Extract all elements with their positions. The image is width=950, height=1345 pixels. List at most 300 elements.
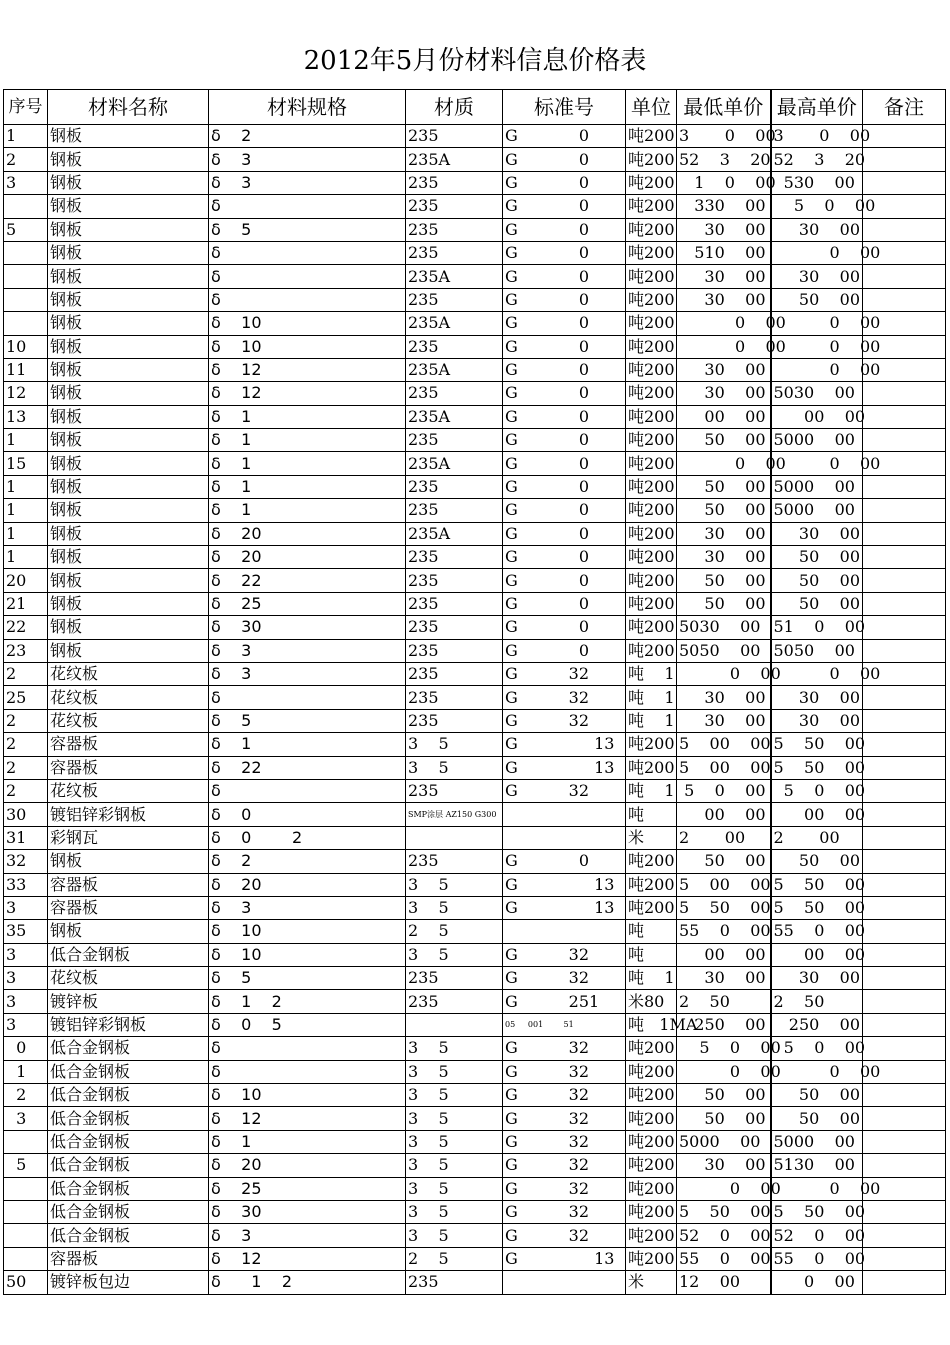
cell-unit: 吨200 xyxy=(626,1154,677,1177)
cell-note xyxy=(863,990,946,1013)
table-row xyxy=(4,522,946,545)
column-header-spec: 材料规格 xyxy=(209,90,406,125)
cell-name: 花纹板 xyxy=(48,779,209,802)
cell-max-price: 5050 00 xyxy=(771,639,863,662)
cell-max-price: 0 00 xyxy=(771,241,863,264)
cell-name: 低合金钢板 xyxy=(48,1084,209,1107)
cell-min-price: 30 00 xyxy=(677,546,771,569)
cell-seq: 30 xyxy=(4,803,48,826)
cell-spec: δ 5 xyxy=(209,709,406,732)
cell-min-price: 30 00 xyxy=(677,967,771,990)
cell-spec: δ 0 xyxy=(209,803,406,826)
cell-seq: 20 xyxy=(4,569,48,592)
cell-name: 钢板 xyxy=(48,616,209,639)
cell-unit: 吨200 xyxy=(626,475,677,498)
cell-max-price: 50 00 xyxy=(771,288,863,311)
cell-standard: G 0 xyxy=(503,429,626,452)
cell-min-price: 30 00 xyxy=(677,218,771,241)
cell-spec: δ 20 xyxy=(209,873,406,896)
table-row xyxy=(4,475,946,498)
cell-min-price: 0 00 xyxy=(677,312,771,335)
cell-min-price: 30 00 xyxy=(677,686,771,709)
cell-standard: G 0 xyxy=(503,382,626,405)
column-header-unit: 单位 xyxy=(626,90,677,125)
table-row xyxy=(4,1060,946,1083)
cell-seq xyxy=(4,1247,48,1270)
cell-unit: 吨 xyxy=(626,803,677,826)
cell-seq xyxy=(4,265,48,288)
cell-spec: δ xyxy=(209,195,406,218)
cell-min-price: 5000 00 xyxy=(677,1130,771,1153)
cell-standard: G 32 xyxy=(503,943,626,966)
cell-max-price: 0 00 xyxy=(771,358,863,381)
cell-max-price: 0 00 xyxy=(771,1177,863,1200)
table-row xyxy=(4,1107,946,1130)
cell-standard: G 13 xyxy=(503,733,626,756)
cell-note xyxy=(863,616,946,639)
cell-name: 低合金钢板 xyxy=(48,1037,209,1060)
cell-standard: G 32 xyxy=(503,709,626,732)
cell-unit: 吨200 xyxy=(626,1247,677,1270)
cell-seq xyxy=(4,288,48,311)
cell-seq: 3 xyxy=(4,967,48,990)
cell-seq: 2 xyxy=(4,733,48,756)
cell-standard: G 0 xyxy=(503,241,626,264)
cell-material: 235A xyxy=(406,358,503,381)
cell-seq xyxy=(4,241,48,264)
cell-min-price: 510 00 xyxy=(677,241,771,264)
cell-max-price: 5030 00 xyxy=(771,382,863,405)
cell-name: 容器板 xyxy=(48,873,209,896)
cell-max-price: 5 50 00 xyxy=(771,896,863,919)
cell-unit: 吨200 xyxy=(626,1224,677,1247)
cell-seq: 3 xyxy=(4,1013,48,1036)
cell-max-price: 5 50 00 xyxy=(771,1200,863,1223)
cell-material: 235A xyxy=(406,452,503,475)
table-row xyxy=(4,1084,946,1107)
table-row xyxy=(4,195,946,218)
cell-min-price: 50 00 xyxy=(677,569,771,592)
cell-name: 花纹板 xyxy=(48,709,209,732)
cell-seq: 13 xyxy=(4,405,48,428)
cell-seq xyxy=(4,1200,48,1223)
cell-unit: 吨200 xyxy=(626,1084,677,1107)
cell-max-price: 5 0 00 xyxy=(771,195,863,218)
cell-note xyxy=(863,1200,946,1223)
table-row xyxy=(4,335,946,358)
table-body xyxy=(4,125,946,1295)
cell-seq: 1 xyxy=(4,429,48,452)
cell-seq: 2 xyxy=(4,779,48,802)
cell-standard: G 32 xyxy=(503,1154,626,1177)
cell-material: 235 xyxy=(406,569,503,592)
cell-unit: 吨 xyxy=(626,920,677,943)
cell-max-price: 5000 00 xyxy=(771,1130,863,1153)
cell-seq: 3 xyxy=(4,896,48,919)
cell-seq: 3 xyxy=(4,943,48,966)
cell-max-price: 2 50 xyxy=(771,990,863,1013)
cell-unit: 吨200 xyxy=(626,499,677,522)
cell-material: 235A xyxy=(406,148,503,171)
cell-unit: 吨200 xyxy=(626,218,677,241)
table-row xyxy=(4,429,946,452)
cell-max-price: 30 00 xyxy=(771,967,863,990)
cell-name: 钢板 xyxy=(48,499,209,522)
cell-seq: 10 xyxy=(4,335,48,358)
cell-note xyxy=(863,475,946,498)
cell-seq: 3 xyxy=(4,171,48,194)
cell-seq: 11 xyxy=(4,358,48,381)
table-row xyxy=(4,288,946,311)
table-row xyxy=(4,920,946,943)
cell-spec: δ 2 xyxy=(209,125,406,148)
cell-unit: 吨200 xyxy=(626,335,677,358)
cell-max-price: 50 00 xyxy=(771,592,863,615)
cell-spec: δ 10 xyxy=(209,920,406,943)
cell-note xyxy=(863,967,946,990)
cell-name: 容器板 xyxy=(48,1247,209,1270)
price-table xyxy=(3,89,946,1295)
cell-min-price: 30 00 xyxy=(677,522,771,545)
cell-min-price: 00 00 xyxy=(677,943,771,966)
cell-note xyxy=(863,1247,946,1270)
cell-material: 3 5 xyxy=(406,896,503,919)
cell-spec: δ 1 xyxy=(209,429,406,452)
cell-note xyxy=(863,850,946,873)
cell-note xyxy=(863,1154,946,1177)
cell-unit: 吨200 xyxy=(626,429,677,452)
table-row xyxy=(4,171,946,194)
cell-seq: 35 xyxy=(4,920,48,943)
cell-min-price: 1 0 00 xyxy=(677,171,771,194)
cell-spec: δ xyxy=(209,779,406,802)
cell-max-price: 5000 00 xyxy=(771,475,863,498)
cell-material: 3 5 xyxy=(406,733,503,756)
cell-standard: G 32 xyxy=(503,779,626,802)
cell-note xyxy=(863,709,946,732)
cell-spec: δ 3 xyxy=(209,171,406,194)
cell-min-price: 50 00 xyxy=(677,1107,771,1130)
cell-name: 钢板 xyxy=(48,592,209,615)
cell-unit: 吨 xyxy=(626,943,677,966)
cell-min-price: 0 00 xyxy=(677,452,771,475)
cell-note xyxy=(863,592,946,615)
cell-unit: 吨200 xyxy=(626,125,677,148)
cell-material: 235 xyxy=(406,429,503,452)
table-row xyxy=(4,1177,946,1200)
cell-standard: G 0 xyxy=(503,569,626,592)
cell-min-price: 5 0 00 xyxy=(677,779,771,802)
cell-material: 2 5 xyxy=(406,1247,503,1270)
cell-unit: 吨200 xyxy=(626,405,677,428)
cell-seq: 33 xyxy=(4,873,48,896)
cell-standard: G 32 xyxy=(503,1130,626,1153)
cell-spec: δ 1 2 xyxy=(209,990,406,1013)
cell-material: 235 xyxy=(406,195,503,218)
table-row xyxy=(4,1247,946,1270)
cell-standard: G 0 xyxy=(503,265,626,288)
cell-material: 3 5 xyxy=(406,943,503,966)
table-row xyxy=(4,241,946,264)
cell-min-price: 00 00 xyxy=(677,405,771,428)
cell-max-price: 530 00 xyxy=(771,171,863,194)
cell-spec: δ 20 xyxy=(209,546,406,569)
cell-seq: 1 xyxy=(4,522,48,545)
cell-min-price: 0 00 xyxy=(677,1177,771,1200)
table-row xyxy=(4,569,946,592)
cell-spec: δ 20 xyxy=(209,522,406,545)
cell-min-price: 12 00 xyxy=(677,1271,771,1294)
cell-name: 钢板 xyxy=(48,171,209,194)
cell-material: 3 5 xyxy=(406,1107,503,1130)
cell-unit: 吨200 xyxy=(626,639,677,662)
cell-max-price: 5 0 00 xyxy=(771,1037,863,1060)
cell-name: 钢板 xyxy=(48,218,209,241)
cell-min-price: 5 00 00 xyxy=(677,733,771,756)
cell-material: 235A xyxy=(406,312,503,335)
cell-note xyxy=(863,522,946,545)
cell-note xyxy=(863,803,946,826)
cell-seq: 21 xyxy=(4,592,48,615)
cell-seq: 2 xyxy=(4,709,48,732)
cell-spec: δ 22 xyxy=(209,756,406,779)
cell-unit: 吨200 xyxy=(626,288,677,311)
cell-spec: δ 12 xyxy=(209,382,406,405)
cell-max-price: 5 0 00 xyxy=(771,779,863,802)
cell-note xyxy=(863,920,946,943)
cell-max-price: 50 00 xyxy=(771,850,863,873)
cell-name: 钢板 xyxy=(48,312,209,335)
cell-spec: δ 0 2 xyxy=(209,826,406,849)
cell-min-price: 30 00 xyxy=(677,709,771,732)
cell-unit: 吨200 xyxy=(626,382,677,405)
cell-spec: δ 20 xyxy=(209,1154,406,1177)
cell-min-price: 5 50 00 xyxy=(677,1200,771,1223)
cell-max-price: 50 00 xyxy=(771,1107,863,1130)
cell-standard: G 0 xyxy=(503,639,626,662)
cell-seq: 1 xyxy=(4,475,48,498)
column-header-name: 材料名称 xyxy=(48,90,209,125)
table-row xyxy=(4,709,946,732)
cell-name: 钢板 xyxy=(48,569,209,592)
cell-note xyxy=(863,405,946,428)
cell-spec: δ 10 xyxy=(209,1084,406,1107)
column-header-max-price: 最高单价 xyxy=(771,90,863,125)
cell-name: 低合金钢板 xyxy=(48,1177,209,1200)
cell-seq: 32 xyxy=(4,850,48,873)
cell-material: 3 5 xyxy=(406,1060,503,1083)
cell-name: 容器板 xyxy=(48,756,209,779)
table-row xyxy=(4,803,946,826)
cell-max-price: 0 00 xyxy=(771,1060,863,1083)
cell-min-price: 2 50 xyxy=(677,990,771,1013)
cell-name: 镀铝锌彩钢板 xyxy=(48,803,209,826)
cell-max-price: 5 50 00 xyxy=(771,733,863,756)
cell-material: 235 xyxy=(406,616,503,639)
cell-min-price: 55 0 00 xyxy=(677,920,771,943)
cell-note xyxy=(863,125,946,148)
cell-note xyxy=(863,896,946,919)
cell-material: 235 xyxy=(406,1271,503,1294)
cell-max-price: 52 0 00 xyxy=(771,1224,863,1247)
cell-min-price: 50 00 xyxy=(677,1084,771,1107)
cell-unit: 吨200 xyxy=(626,733,677,756)
cell-seq: 23 xyxy=(4,639,48,662)
cell-unit: 米 xyxy=(626,826,677,849)
cell-material: 235 xyxy=(406,382,503,405)
cell-spec: δ 1 xyxy=(209,475,406,498)
cell-material xyxy=(406,1013,503,1036)
cell-material: 235 xyxy=(406,241,503,264)
cell-note xyxy=(863,1130,946,1153)
cell-standard xyxy=(503,826,626,849)
cell-min-price: 30 00 xyxy=(677,288,771,311)
cell-material: 235 xyxy=(406,850,503,873)
cell-seq: 31 xyxy=(4,826,48,849)
cell-seq: 2 xyxy=(4,756,48,779)
cell-standard: G 32 xyxy=(503,1224,626,1247)
cell-standard: G 13 xyxy=(503,1247,626,1270)
cell-unit: 米 xyxy=(626,1271,677,1294)
cell-unit: 吨200 xyxy=(626,1107,677,1130)
table-row xyxy=(4,616,946,639)
cell-material: 235 xyxy=(406,125,503,148)
cell-material: 235 xyxy=(406,686,503,709)
cell-unit: 吨200 xyxy=(626,546,677,569)
cell-material: 235 xyxy=(406,639,503,662)
cell-spec: δ 3 xyxy=(209,639,406,662)
cell-name: 低合金钢板 xyxy=(48,943,209,966)
cell-note xyxy=(863,1224,946,1247)
cell-max-price: 0 00 xyxy=(771,335,863,358)
cell-standard: G 0 xyxy=(503,405,626,428)
cell-spec: δ 1 xyxy=(209,405,406,428)
cell-name: 钢板 xyxy=(48,265,209,288)
cell-seq: 2 xyxy=(4,662,48,685)
cell-seq xyxy=(4,1177,48,1200)
cell-material: 235 xyxy=(406,288,503,311)
cell-note xyxy=(863,1084,946,1107)
cell-note xyxy=(863,429,946,452)
cell-unit: 吨200 xyxy=(626,592,677,615)
table-row xyxy=(4,499,946,522)
cell-name: 钢板 xyxy=(48,850,209,873)
table-row xyxy=(4,218,946,241)
cell-note xyxy=(863,826,946,849)
cell-material xyxy=(406,826,503,849)
cell-seq: 5 xyxy=(4,218,48,241)
cell-seq: 2 xyxy=(4,148,48,171)
cell-material: 235 xyxy=(406,335,503,358)
cell-note xyxy=(863,569,946,592)
cell-min-price: 30 00 xyxy=(677,265,771,288)
cell-standard: G 0 xyxy=(503,218,626,241)
cell-spec: δ 10 xyxy=(209,943,406,966)
cell-material: 235 xyxy=(406,990,503,1013)
cell-min-price: 52 0 00 xyxy=(677,1224,771,1247)
cell-name: 花纹板 xyxy=(48,967,209,990)
cell-max-price: 30 00 xyxy=(771,522,863,545)
table-row xyxy=(4,662,946,685)
cell-material: 3 5 xyxy=(406,756,503,779)
cell-unit: 吨200 xyxy=(626,241,677,264)
cell-unit: 吨 1 xyxy=(626,967,677,990)
cell-seq: 5 xyxy=(4,1154,48,1177)
cell-unit: 吨200 xyxy=(626,265,677,288)
cell-max-price: 50 00 xyxy=(771,546,863,569)
cell-seq: 25 xyxy=(4,686,48,709)
cell-note xyxy=(863,733,946,756)
table-row xyxy=(4,452,946,475)
column-header-note: 备注 xyxy=(863,90,946,125)
table-row xyxy=(4,148,946,171)
table-row xyxy=(4,1271,946,1294)
cell-name: 镀铝锌彩钢板 xyxy=(48,1013,209,1036)
cell-seq: 2 xyxy=(4,1084,48,1107)
cell-name: 低合金钢板 xyxy=(48,1200,209,1223)
cell-standard: G 0 xyxy=(503,171,626,194)
cell-name: 钢板 xyxy=(48,452,209,475)
cell-name: 彩钢瓦 xyxy=(48,826,209,849)
cell-spec: δ 30 xyxy=(209,616,406,639)
cell-name: 钢板 xyxy=(48,405,209,428)
table-row xyxy=(4,546,946,569)
table-row xyxy=(4,1130,946,1153)
cell-min-price: 5050 00 xyxy=(677,639,771,662)
table-row xyxy=(4,1200,946,1223)
cell-spec: δ 2 xyxy=(209,850,406,873)
cell-unit: 吨200 xyxy=(626,1177,677,1200)
cell-note xyxy=(863,499,946,522)
cell-min-price: 5 0 00 xyxy=(677,1037,771,1060)
cell-name: 钢板 xyxy=(48,546,209,569)
cell-standard: 05 001 51 xyxy=(503,1013,626,1036)
cell-unit: 吨200 xyxy=(626,850,677,873)
cell-note xyxy=(863,218,946,241)
cell-min-price: 5 00 00 xyxy=(677,756,771,779)
cell-unit: 吨200 xyxy=(626,522,677,545)
cell-standard: G 0 xyxy=(503,335,626,358)
cell-material: 235 xyxy=(406,779,503,802)
cell-material: 3 5 xyxy=(406,1154,503,1177)
cell-seq: 22 xyxy=(4,616,48,639)
cell-standard: G 0 xyxy=(503,288,626,311)
table-row xyxy=(4,686,946,709)
cell-unit: 吨200 xyxy=(626,1200,677,1223)
cell-material: 3 5 xyxy=(406,1200,503,1223)
page-title: 2012年5月份材料信息价格表 xyxy=(303,46,647,76)
cell-note xyxy=(863,756,946,779)
cell-name: 钢板 xyxy=(48,475,209,498)
cell-spec: δ xyxy=(209,1060,406,1083)
cell-standard: G 0 xyxy=(503,546,626,569)
cell-name: 镀锌板包边 xyxy=(48,1271,209,1294)
cell-max-price: 30 00 xyxy=(771,709,863,732)
cell-material: 235A xyxy=(406,405,503,428)
cell-note xyxy=(863,1037,946,1060)
cell-name: 钢板 xyxy=(48,125,209,148)
cell-spec: δ 0 5 xyxy=(209,1013,406,1036)
cell-standard: G 32 xyxy=(503,1037,626,1060)
cell-name: 容器板 xyxy=(48,733,209,756)
cell-spec: δ xyxy=(209,241,406,264)
table-row xyxy=(4,733,946,756)
column-header-standard: 标准号 xyxy=(503,90,626,125)
cell-max-price: 55 0 00 xyxy=(771,1247,863,1270)
cell-unit: 吨 1 xyxy=(626,662,677,685)
cell-note xyxy=(863,639,946,662)
cell-standard: G 0 xyxy=(503,499,626,522)
